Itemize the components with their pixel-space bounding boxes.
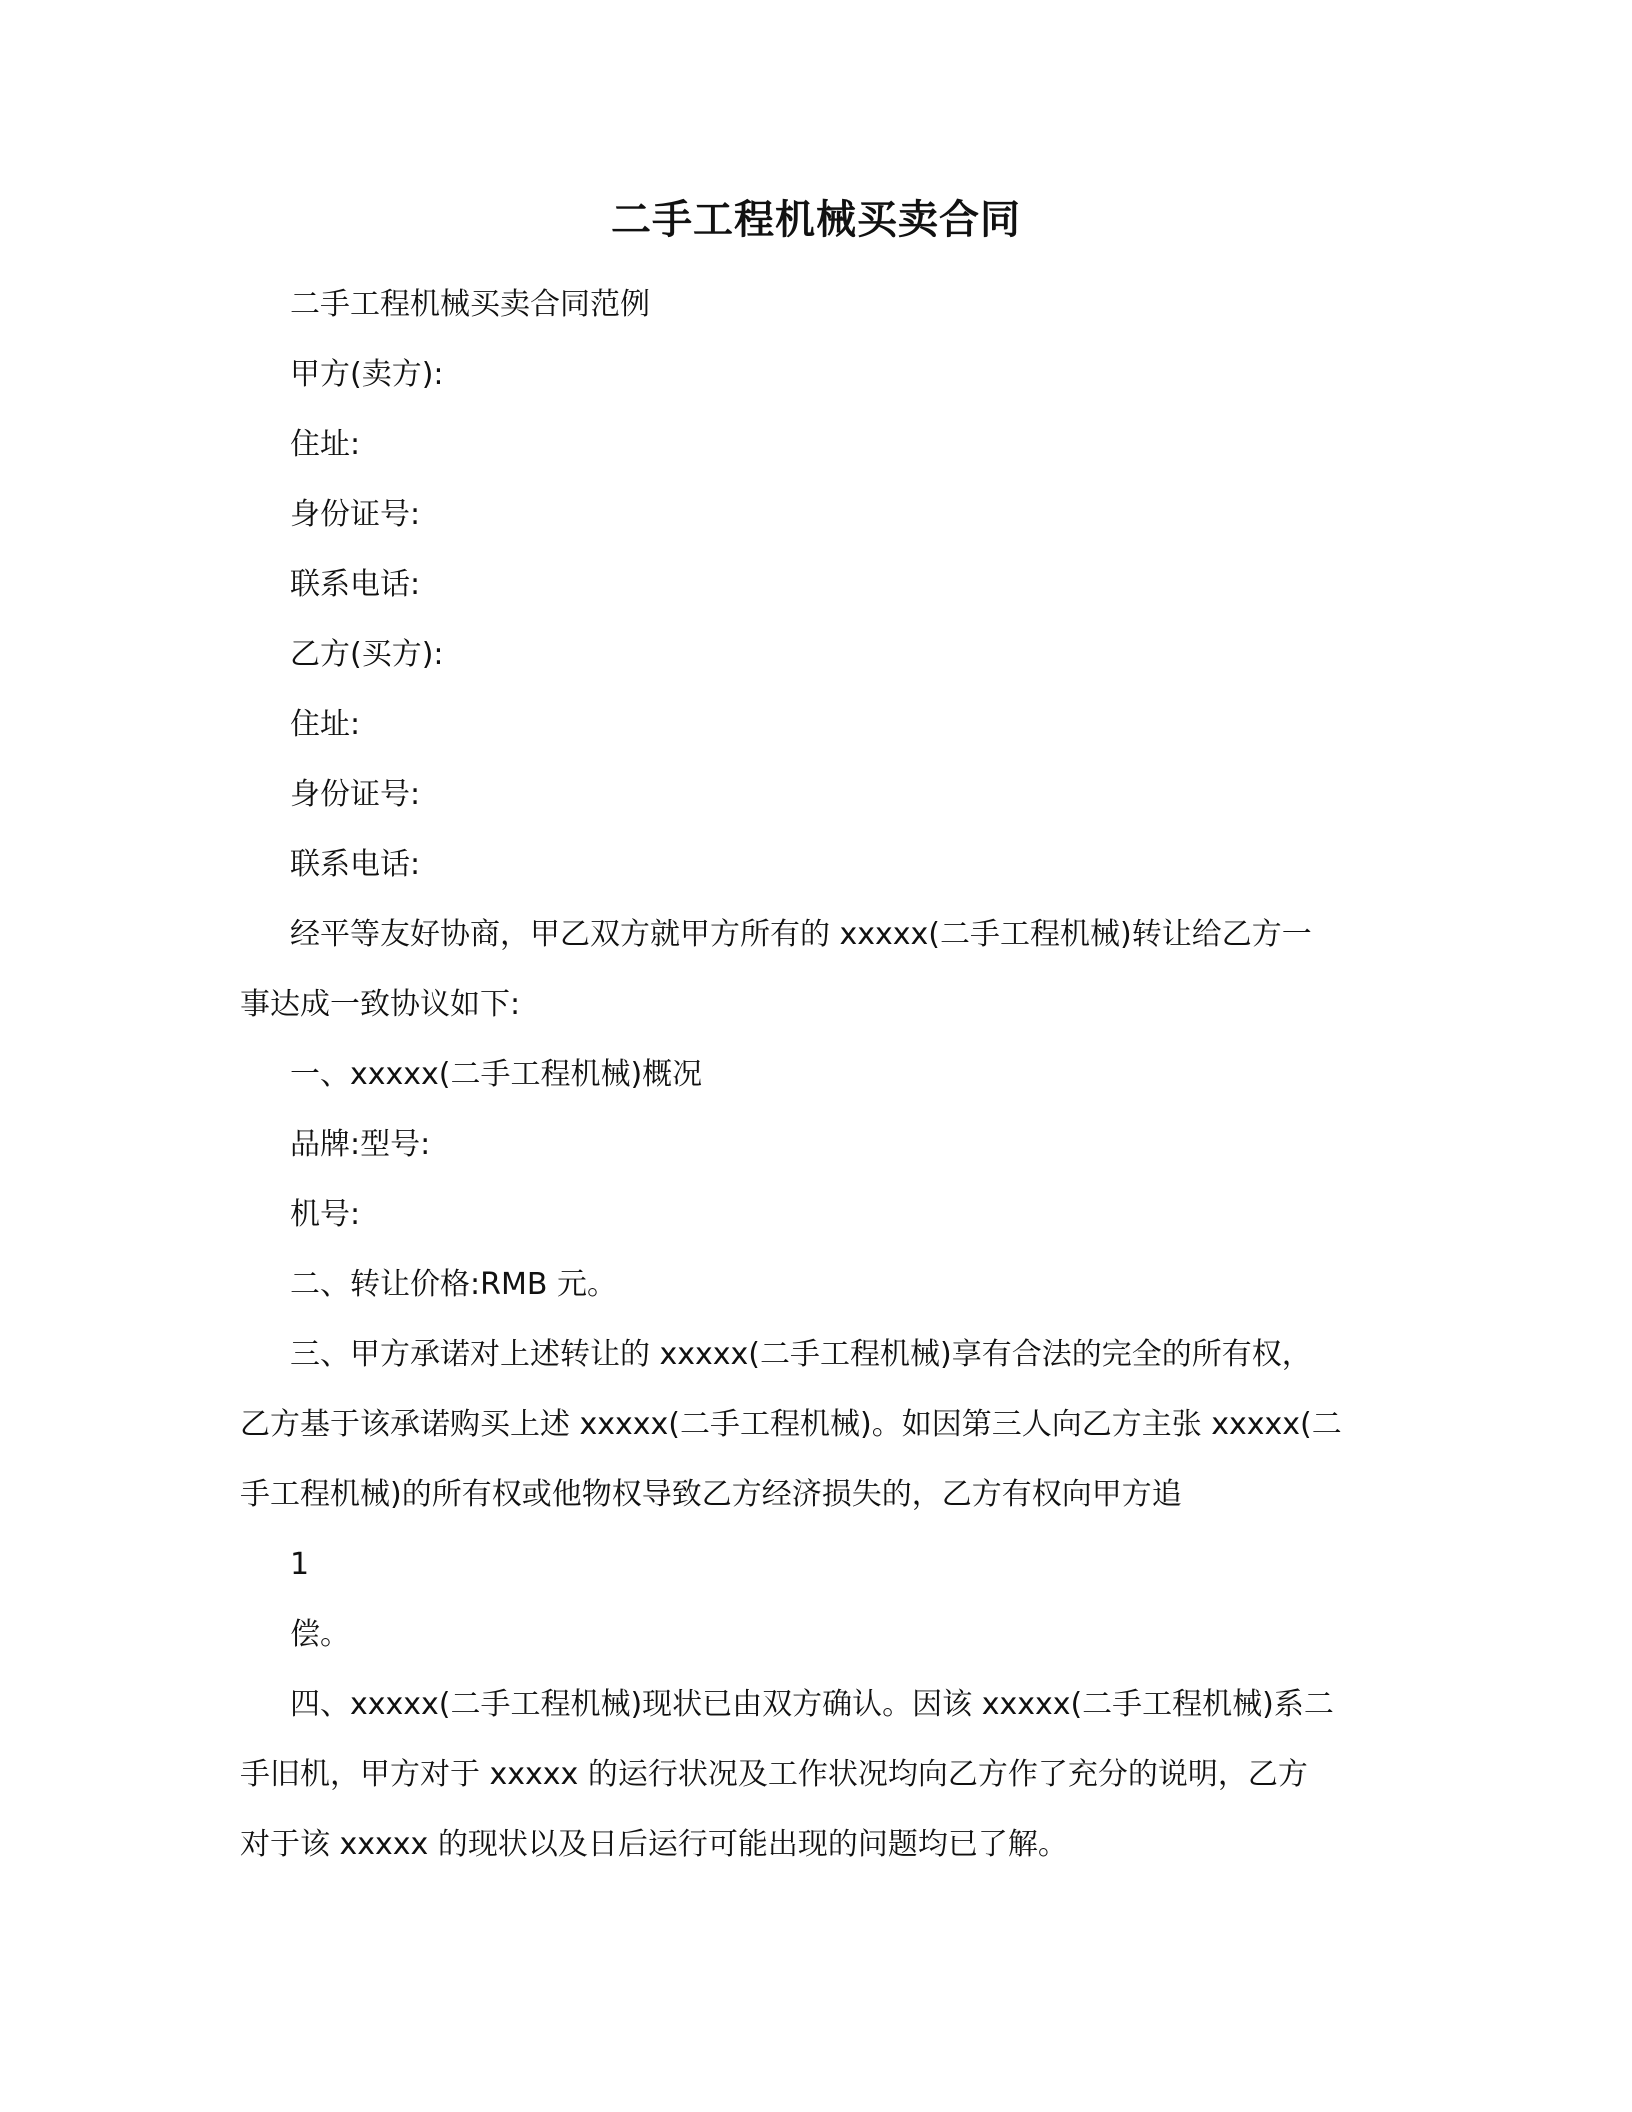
party-b-phone-label: 联系电话: xyxy=(290,847,421,882)
party-a-label: 甲方(卖方): xyxy=(290,357,444,392)
party-b-address-label: 住址: xyxy=(290,707,361,742)
section1-brand-model: 品牌:型号: xyxy=(290,1127,431,1162)
section4-line2: 手旧机，甲方对于 xxxxx 的运行状况及工作状况均向乙方作了充分的说明，乙方 xyxy=(240,1757,1308,1792)
party-b-label: 乙方(买方): xyxy=(290,637,444,672)
section3-line2: 乙方基于该承诺购买上述 xxxxx(二手工程机械)。如因第三人向乙方主张 xxxxx(二 xyxy=(240,1407,1342,1442)
section3-continuation: 偿。 xyxy=(290,1617,350,1652)
section4-line3: 对于该 xxxxx 的现状以及日后运行可能出现的问题均已了解。 xyxy=(240,1827,1068,1862)
contract-subtitle: 二手工程机械买卖合同范例 xyxy=(290,287,650,322)
section1-machine-number: 机号: xyxy=(290,1197,361,1232)
intro-paragraph-line1: 经平等友好协商，甲乙双方就甲方所有的 xxxxx(二手工程机械)转让给乙方一 xyxy=(290,917,1312,952)
document-body xyxy=(240,270,1390,1880)
party-b-id-label: 身份证号: xyxy=(290,777,421,812)
document-title: 二手工程机械买卖合同 xyxy=(611,197,1021,243)
page-number: 1 xyxy=(290,1547,310,1582)
section1-heading: 一、xxxxx(二手工程机械)概况 xyxy=(290,1057,703,1092)
party-a-phone-label: 联系电话: xyxy=(290,567,421,602)
section2-price: 二、转让价格:RMB 元。 xyxy=(290,1267,617,1302)
section4-line1: 四、xxxxx(二手工程机械)现状已由双方确认。因该 xxxxx(二手工程机械)系二 xyxy=(290,1687,1334,1722)
section3-line3: 手工程机械)的所有权或他物权导致乙方经济损失的，乙方有权向甲方追 xyxy=(240,1477,1182,1512)
intro-paragraph-line2: 事达成一致协议如下: xyxy=(240,987,521,1022)
party-a-id-label: 身份证号: xyxy=(290,497,421,532)
section3-line1: 三、甲方承诺对上述转让的 xxxxx(二手工程机械)享有合法的完全的所有权， xyxy=(290,1337,1312,1372)
party-a-address-label: 住址: xyxy=(290,427,361,462)
